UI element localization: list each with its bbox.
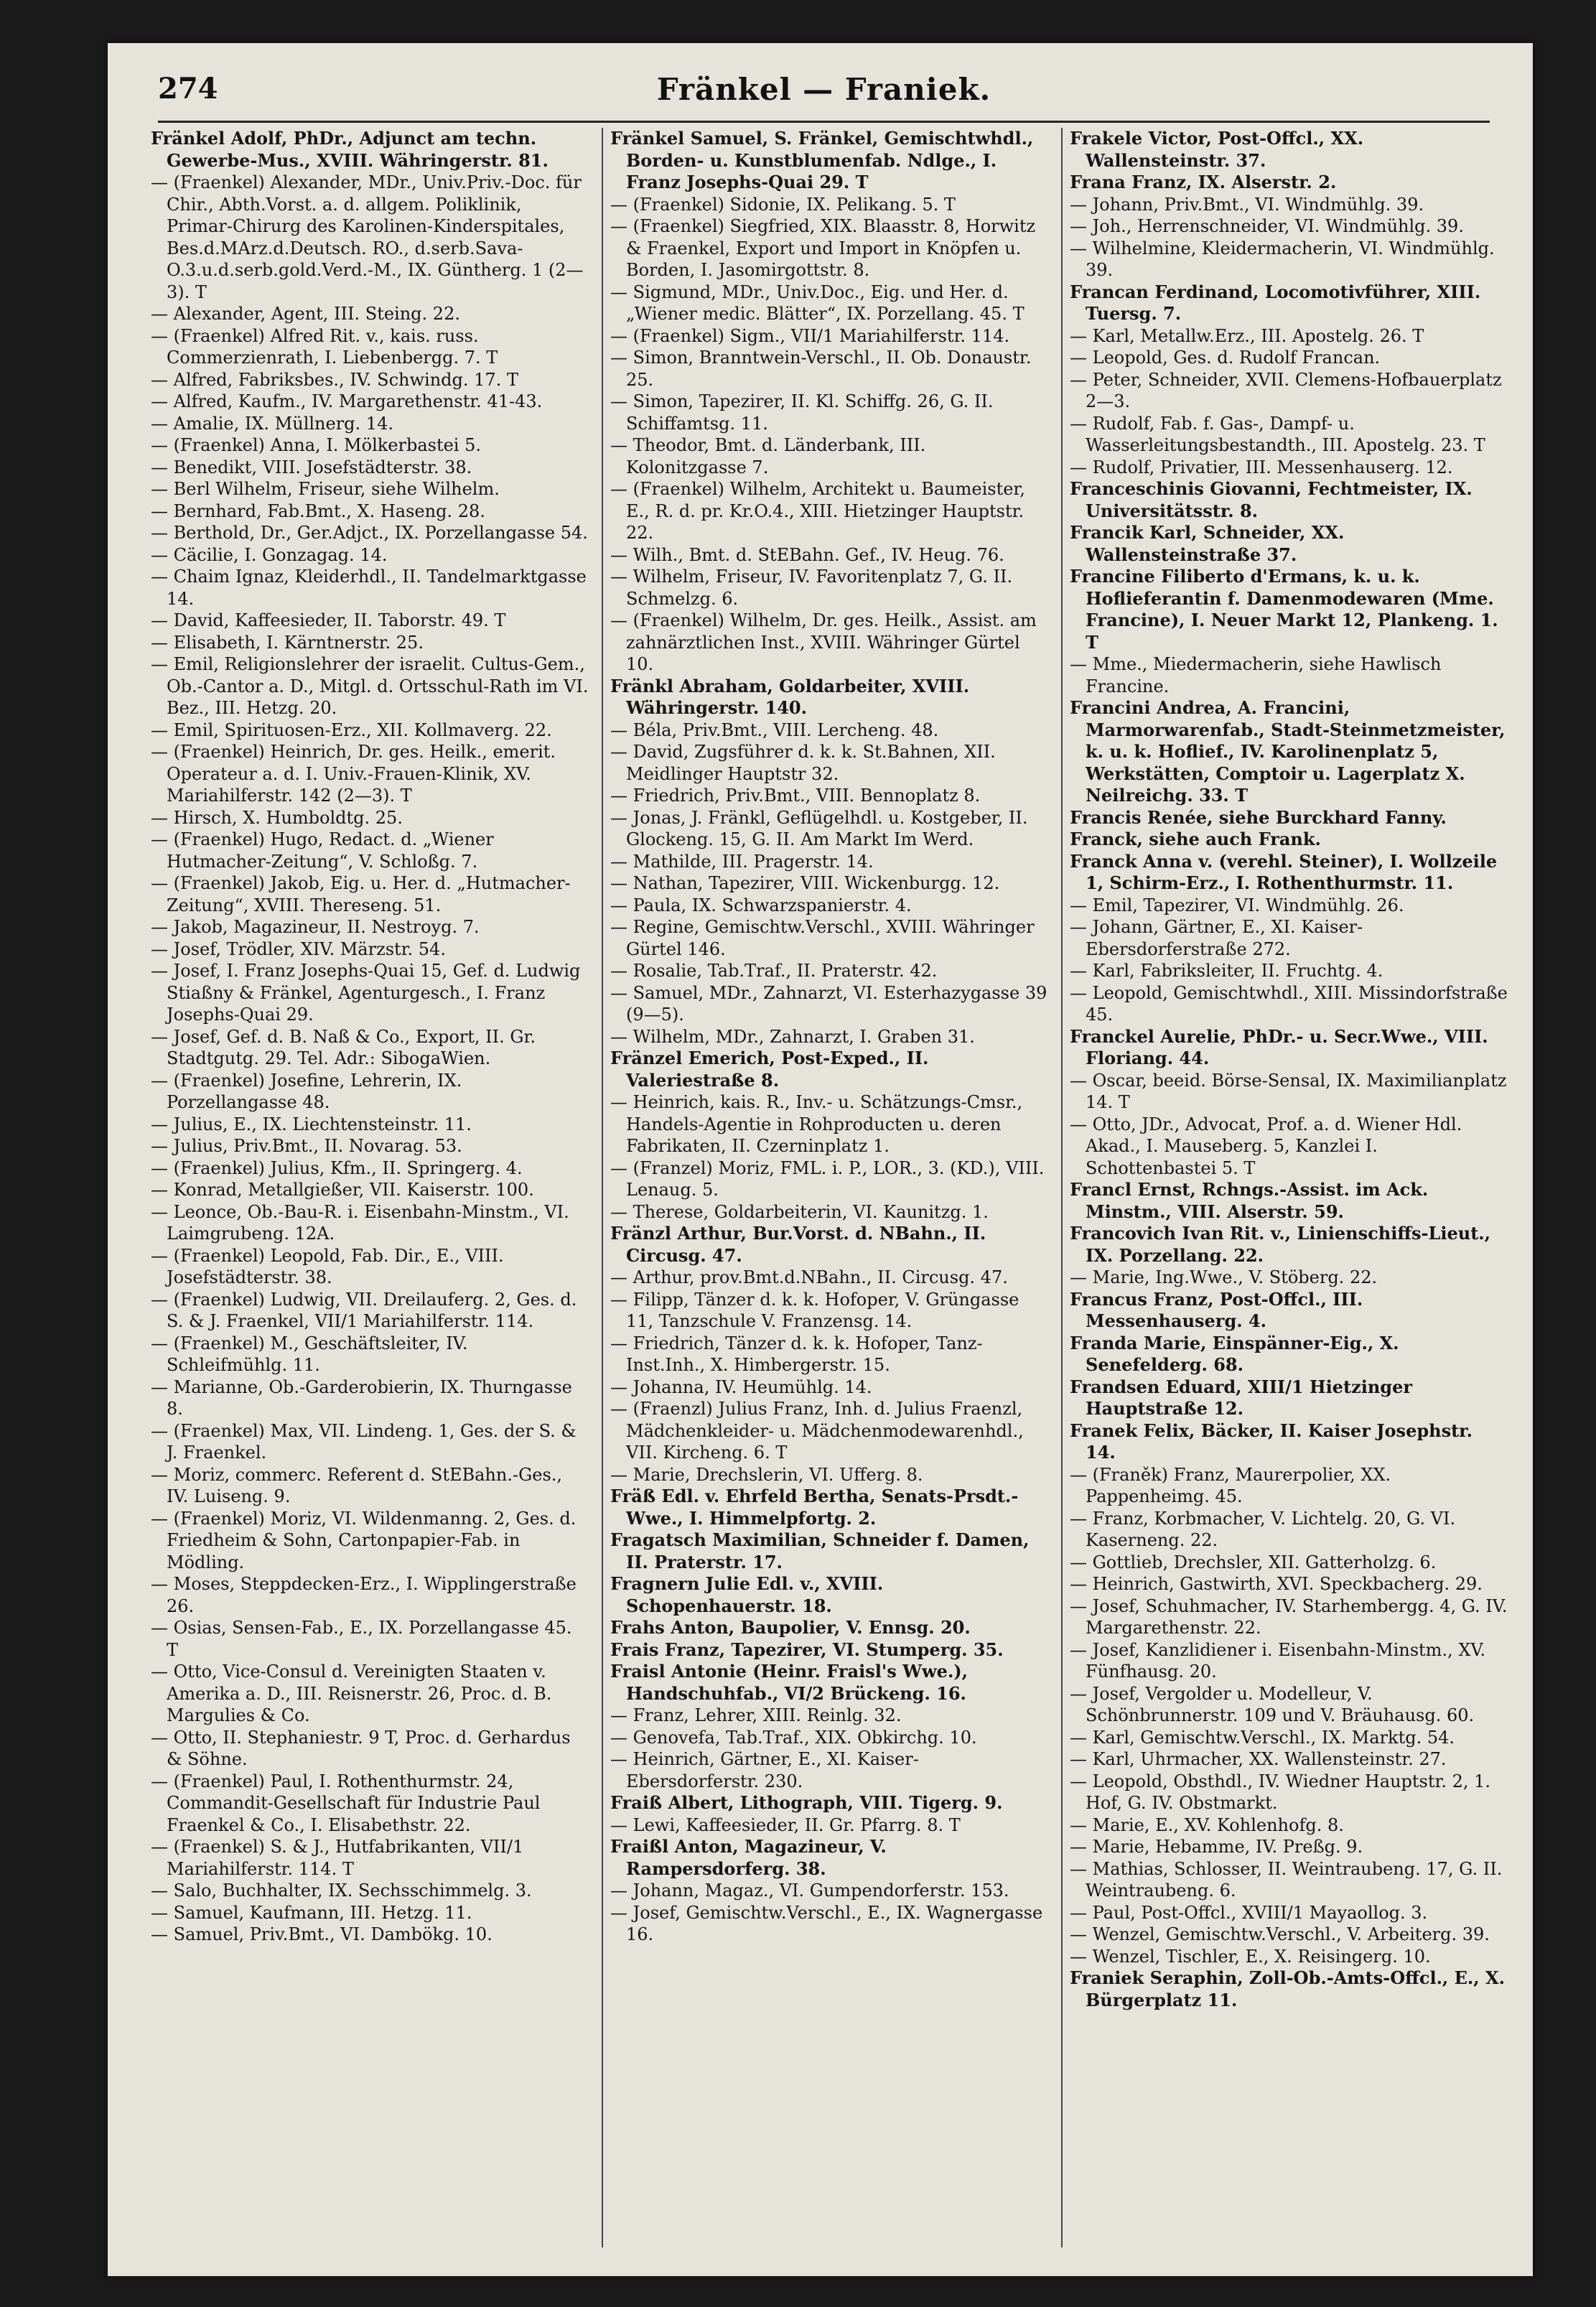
directory-page [108, 43, 1533, 2276]
directory-entry: — Karl, Metallw.Erz., III. Apostelg. 26. T [1070, 325, 1424, 346]
directory-entry: — Arthur, prov.Bmt.d.NBahn., II. Circusg. 47. [610, 1267, 1008, 1287]
directory-entry: Francovich Ivan Rit. v., Linienschiffs-Lieut., IX. Porzellang. 22. [1070, 1223, 1490, 1266]
directory-entry: — Johann, Magaz., VI. Gumpendorferstr. 153. [610, 1880, 1009, 1901]
directory-entry: Fränkel Adolf, PhDr., Adjunct am techn. Gewerbe-Mus., XVIII. Währingerstr. 81. [151, 128, 549, 171]
column-3 [1070, 128, 1508, 2247]
directory-entry: — Simon, Tapezirer, II. Kl. Schiffg. 26, G. II. Schiffamtsg. 11. [610, 391, 994, 434]
directory-entry: — Emil, Tapezirer, VI. Windmühlg. 26. [1070, 895, 1404, 915]
directory-entry: — Wenzel, Gemischtw.Verschl., V. Arbeiterg. 39. [1070, 1924, 1490, 1944]
directory-entry: — Elisabeth, I. Kärntnerstr. 25. [151, 632, 424, 653]
directory-entry: — David, Zugsführer d. k. k. St.Bahnen, XII. Meidlinger Hauptstr 32. [610, 742, 996, 784]
directory-entry: — Wilh., Bmt. d. StEBahn. Gef., IV. Heug. 76. [610, 544, 1004, 565]
directory-entry: — Leopold, Obsthdl., IV. Wiedner Hauptstr. 2, 1. Hof, G. IV. Obstmarkt. [1070, 1771, 1491, 1813]
directory-entry: — Moses, Steppdecken-Erz., I. Wipplingerstraße 26. [151, 1574, 577, 1616]
directory-entry: — Theodor, Bmt. d. Länderbank, III. Kolonitzgasse 7. [610, 435, 926, 477]
directory-entry: — (Fraenkel) Alfred Rit. v., kais. russ. Commerzienrath, I. Liebenbergg. 7. T [151, 325, 498, 368]
directory-entry: — Josef, Vergolder u. Modelleur, V. Schönbrunnerstr. 109 und V. Bräuhausg. 60. [1070, 1683, 1475, 1725]
directory-entry: Fragatsch Maximilian, Schneider f. Damen, II. Praterstr. 17. [610, 1529, 1030, 1572]
directory-entry: Franek Felix, Bäcker, II. Kaiser Josephstr. 14. [1070, 1420, 1473, 1463]
directory-entry: Frakele Victor, Post-Offcl., XX. Wallensteinstr. 37. [1070, 128, 1364, 171]
directory-entry: Francis Renée, siehe Burckhard Fanny. [1070, 806, 1447, 828]
directory-entry: — Karl, Uhrmacher, XX. Wallensteinstr. 27. [1070, 1749, 1447, 1769]
directory-entry: — (Fraenkel) Sidonie, IX. Pelikang. 5. T [610, 194, 956, 215]
column-1 [151, 128, 589, 2247]
directory-entry: — Gottlieb, Drechsler, XII. Gatterholzg. 6. [1070, 1552, 1437, 1572]
directory-entry: — Chaim Ignaz, Kleiderhdl., II. Tandelmarktgasse 14. [151, 567, 587, 609]
column-divider [1061, 128, 1063, 2247]
directory-entry: — Hirsch, X. Humboldtg. 25. [151, 807, 403, 828]
directory-entry: — Heinrich, Gastwirth, XVI. Speckbacherg. 29. [1070, 1574, 1483, 1594]
directory-entry: — Paula, IX. Schwarzspanierstr. 4. [610, 895, 912, 915]
directory-entry: Franck Anna v. (verehl. Steiner), I. Wollzeile 1, Schirm-Erz., I. Rothenthurmstr. 11. [1070, 850, 1498, 893]
directory-entry: — Berthold, Dr., Ger.Adjct., IX. Porzellangasse 54. [151, 523, 588, 543]
directory-entry: — Wilhelmine, Kleidermacherin, VI. Windmühlg. 39. [1070, 238, 1495, 280]
page-header [158, 72, 1490, 115]
directory-entry: — (Fraenkel) Sigm., VII/1 Mariahilferstr. 114. [610, 325, 1010, 346]
directory-entry: — Josef, Gef. d. B. Naß & Co., Export, II. Gr. Stadtgutg. 29. Tel. Adr.: SibogaWien. [151, 1026, 536, 1068]
directory-entry: — (Fraenkel) S. & J., Hutfabrikanten, VII/1 Mariahilferstr. 114. T [151, 1837, 524, 1879]
directory-entry: — Alfred, Kaufm., IV. Margarethenstr. 41-43. [151, 391, 543, 411]
directory-entry: — Josef, I. Franz Josephs-Quai 15, Gef. d. Ludwig Stiaßny & Fränkel, Agenturgesch., I. Franz Josephs-Quai 29. [151, 961, 581, 1025]
directory-entry: Franck, siehe auch Frank. [1070, 829, 1321, 849]
directory-entry: — (Fraenkel) Anna, I. Mölkerbastei 5. [151, 435, 482, 455]
directory-entry: — Nathan, Tapezirer, VIII. Wickenburgg. 12. [610, 873, 1000, 893]
directory-entry: — Samuel, Priv.Bmt., VI. Dambökg. 10. [151, 1924, 493, 1944]
directory-entry: — Genovefa, Tab.Traf., XIX. Obkirchg. 10. [610, 1727, 977, 1748]
directory-entry: — Friedrich, Tänzer d. k. k. Hofoper, Tanz-Inst.Inh., X. Himbergerstr. 15. [610, 1333, 983, 1375]
directory-entry: — Heinrich, Gärtner, E., XI. Kaiser-Ebersdorferstr. 230. [610, 1749, 919, 1791]
directory-entry: Fränkl Abraham, Goldarbeiter, XVIII. Währingerstr. 140. [610, 675, 970, 718]
directory-entry: — (Fraenkel) Josefine, Lehrerin, IX. Porzellangasse 48. [151, 1070, 462, 1112]
directory-entry: Fragnern Julie Edl. v., XVIII. Schopenhauerstr. 18. [610, 1573, 884, 1616]
directory-entry: — Regine, Gemischtw.Verschl., XVIII. Währinger Gürtel 146. [610, 917, 1035, 959]
directory-entry: — Rosalie, Tab.Traf., II. Praterstr. 42. [610, 961, 938, 981]
directory-entry: Francl Ernst, Rchngs.-Assist. im Ack. Minstm., VIII. Alserstr. 59. [1070, 1179, 1429, 1222]
directory-entry: — Wenzel, Tischler, E., X. Reisingerg. 10. [1070, 1946, 1431, 1967]
directory-entry: — (Fraenkel) Wilhelm, Dr. ges. Heilk., Assist. am zahnärztlichen Inst., XVIII. Währinger Gürtel 10. [610, 610, 1037, 674]
directory-entry: Francine Filiberto d'Ermans, k. u. k. Hoflieferantin f. Damenmodewaren (Mme. Francine), I. Neuer Markt 12, Plankeng. 1. T [1070, 566, 1498, 653]
directory-entry: Franckel Aurelie, PhDr.- u. Secr.Wwe., VIII. Floriang. 44. [1070, 1025, 1488, 1068]
directory-entry: — Otto, II. Stephaniestr. 9 T, Proc. d. Gerhardus & Söhne. [151, 1727, 571, 1769]
directory-entry: — Jonas, J. Fränkl, Geflügelhdl. u. Kostgeber, II. Glockeng. 15, G. II. Am Markt Im Werd. [610, 807, 1028, 849]
directory-entry: — Marianne, Ob.-Garderobierin, IX. Thurngasse 8. [151, 1376, 572, 1419]
directory-entry: Francan Ferdinand, Locomotivführer, XIII. Tuersg. 7. [1070, 281, 1481, 324]
directory-entry: — Karl, Gemischtw.Verschl., IX. Marktg. 54. [1070, 1727, 1455, 1748]
directory-entry: — Rudolf, Fab. f. Gas-, Dampf- u. Wasserleitungsbestandth., III. Apostelg. 23. T [1070, 413, 1485, 455]
directory-entry: — (Fraenkel) Max, VII. Lindeng. 1, Ges. der S. & J. Fraenkel. [151, 1420, 577, 1463]
directory-entry: — (Fraenkel) Moriz, VI. Wildenmanng. 2, Ges. d. Friedheim & Sohn, Cartonpapier-Fab. in Mödling. [151, 1508, 577, 1572]
directory-entry: — Marie, E., XV. Kohlenhofg. 8. [1070, 1814, 1344, 1835]
directory-entry: — Cäcilie, I. Gonzagag. 14. [151, 544, 388, 565]
directory-entry: — Lewi, Kaffeesieder, II. Gr. Pfarrg. 8. T [610, 1814, 961, 1835]
directory-entry: — (Fraenkel) Leopold, Fab. Dir., E., VIII. Josefstädterstr. 38. [151, 1245, 504, 1287]
directory-entry: — Karl, Fabriksleiter, II. Fruchtg. 4. [1070, 961, 1383, 981]
directory-entry: — (Franzel) Moriz, FML. i. P., LOR., 3. (KD.), VIII. Lenaug. 5. [610, 1157, 1045, 1200]
directory-entry: — Konrad, Metallgießer, VII. Kaiserstr. 100. [151, 1180, 534, 1200]
directory-entry: — Joh., Herrenschneider, VI. Windmühlg. 39. [1070, 216, 1464, 236]
directory-entry: — (Fraenkel) Ludwig, VII. Dreilauferg. 2, Ges. d. S. & J. Fraenkel, VII/1 Mariahilferstr. 114. [151, 1289, 577, 1331]
header-rule [158, 121, 1490, 123]
directory-entry: Fränzel Emerich, Post-Exped., II. Valeriestraße 8. [610, 1048, 929, 1091]
directory-entry: — (Fraenkel) Siegfried, XIX. Blaasstr. 8, Horwitz & Fraenkel, Export und Import in Knöpfen u. Borden, I. Jasomirgottstr. 8. [610, 216, 1036, 280]
directory-entry: — (Franěk) Franz, Maurerpolier, XX. Pappenheimg. 45. [1070, 1464, 1391, 1506]
column-divider [602, 128, 603, 2247]
directory-entry: — Wilhelm, Friseur, IV. Favoritenplatz 7, G. II. Schmelzg. 6. [610, 567, 1013, 609]
directory-entry: Fränzl Arthur, Bur.Vorst. d. NBahn., II. Circusg. 47. [610, 1223, 986, 1266]
directory-entry: — Marie, Ing.Wwe., V. Stöberg. 22. [1070, 1267, 1378, 1287]
directory-entry: Frahs Anton, Baupolier, V. Ennsg. 20. [610, 1617, 971, 1638]
directory-entry: Francini Andrea, A. Francini, Marmorwarenfab., Stadt-Steinmetzmeister, k. u. k. Hoflief., IV. Karolinenplatz 5, Werkstätten, Comptoir u. Lagerplatz X. Neilreichg. 33. T [1070, 697, 1506, 806]
directory-entry: — Otto, JDr., Advocat, Prof. a. d. Wiener Hdl. Akad., I. Mauseberg. 5, Kanzlei I. Schottenbastei 5. T [1070, 1114, 1462, 1178]
running-head: Fränkel — Franiek. [656, 72, 991, 107]
directory-entry: — Alfred, Fabriksbes., IV. Schwindg. 17. T [151, 369, 518, 390]
directory-entry: — Therese, Goldarbeiterin, VI. Kaunitzg. 1. [610, 1201, 989, 1222]
directory-entry: — Mathias, Schlosser, II. Weintraubeng. 17, G. II. Weintraubeng. 6. [1070, 1858, 1503, 1901]
directory-entry: — Peter, Schneider, XVII. Clemens-Hofbauerplatz 2—3. [1070, 369, 1502, 411]
directory-entry: — Johanna, IV. Heumühlg. 14. [610, 1376, 872, 1397]
directory-entry: — Leonce, Ob.-Bau-R. i. Eisenbahn-Minstm., VI. Laimgrubeng. 12A. [151, 1201, 569, 1244]
directory-entry: Frandsen Eduard, XIII/1 Hietzinger Hauptstraße 12. [1070, 1376, 1412, 1419]
directory-entry: — Samuel, MDr., Zahnarzt, VI. Esterhazygasse 39 (9—5). [610, 982, 1047, 1025]
directory-entry: — Sigmund, MDr., Univ.Doc., Eig. und Her. d. „Wiener medic. Blätter“, IX. Porzellang. 45. T [610, 281, 1025, 324]
directory-entry: Franiek Seraphin, Zoll-Ob.-Amts-Offcl., E., X. Bürgerplatz 11. [1070, 1967, 1505, 2010]
directory-entry: — Oscar, beeid. Börse-Sensal, IX. Maximilianplatz 14. T [1070, 1070, 1507, 1112]
directory-entry: — Otto, Vice-Consul d. Vereinigten Staaten v. Amerika a. D., III. Reisnerstr. 26, Proc. d. B. Margulies & Co. [151, 1661, 552, 1725]
directory-entry: — Marie, Hebamme, IV. Preßg. 9. [1070, 1837, 1363, 1857]
directory-entry: — Josef, Schuhmacher, IV. Starhembergg. 4, G. IV. Margarethenstr. 22. [1070, 1595, 1508, 1638]
directory-entry: — Franz, Lehrer, XIII. Reinlg. 32. [610, 1705, 902, 1725]
directory-entry: — Simon, Branntwein-Verschl., II. Ob. Donaustr. 25. [610, 348, 1032, 390]
directory-entry: Francik Karl, Schneider, XX. Wallensteinstraße 37. [1070, 522, 1345, 565]
directory-entry: — Emil, Spirituosen-Erz., XII. Kollmaverg. 22. [151, 719, 552, 740]
directory-entry: — Josef, Trödler, XIV. Märzstr. 54. [151, 938, 446, 959]
directory-entry: — Mathilde, III. Pragerstr. 14. [610, 851, 874, 872]
directory-entry: — Bernhard, Fab.Bmt., X. Haseng. 28. [151, 500, 485, 521]
directory-entry: — (Fraenkel) Heinrich, Dr. ges. Heilk., emerit. Operateur a. d. I. Univ.-Frauen-Klinik, XV. Mariahilferstr. 142 (2—3). T [151, 742, 556, 806]
directory-entry: Frais Franz, Tapezirer, VI. Stumperg. 35. [610, 1639, 1004, 1660]
directory-entry: Fränkel Samuel, S. Fränkel, Gemischtwhdl., Borden- u. Kunstblumenfab. Ndlge., I. Franz Josephs-Quai 29. T [610, 128, 1034, 192]
directory-entry: — Jakob, Magazineur, II. Nestroyg. 7. [151, 917, 480, 937]
directory-entry: — Moriz, commerc. Referent d. StEBahn.-Ges., IV. Luiseng. 9. [151, 1464, 563, 1506]
directory-entry: — (Fraenzl) Julius Franz, Inh. d. Julius Fraenzl, Mädchenkleider- u. Mädchenmodewarenhdl., VII. Kircheng. 6. T [610, 1399, 1024, 1463]
directory-entry: — Mme., Miedermacherin, siehe Hawlisch Francine. [1070, 654, 1442, 696]
directory-entry: — Josef, Gemischtw.Verschl., E., IX. Wagnergasse 16. [610, 1902, 1043, 1944]
directory-entry: — (Fraenkel) M., Geschäftsleiter, IV. Schleifmühlg. 11. [151, 1333, 468, 1375]
directory-entry: Fräß Edl. v. Ehrfeld Bertha, Senats-Prsdt.-Wwe., I. Himmelpfortg. 2. [610, 1486, 1019, 1529]
directory-entry: — Filipp, Tänzer d. k. k. Hofoper, V. Grüngasse 11, Tanzschule V. Franzensg. 14. [610, 1289, 1019, 1331]
directory-entry: — David, Kaffeesieder, II. Taborstr. 49. T [151, 610, 506, 630]
directory-entry: — Julius, Priv.Bmt., II. Novarag. 53. [151, 1136, 462, 1156]
directory-entry: — Benedikt, VIII. Josefstädterstr. 38. [151, 457, 472, 477]
directory-entry: — Johann, Priv.Bmt., VI. Windmühlg. 39. [1070, 194, 1424, 215]
directory-entry: — (Fraenkel) Hugo, Redact. d. „Wiener Hutmacher-Zeitung“, V. Schloßg. 7. [151, 829, 494, 872]
directory-entry: Frana Franz, IX. Alserstr. 2. [1070, 172, 1337, 192]
directory-entry: — Wilhelm, MDr., Zahnarzt, I. Graben 31. [610, 1026, 975, 1047]
directory-entry: Fraisl Antonie (Heinr. Fraisl's Wwe.), Handschuhfab., VI/2 Brückeng. 16. [610, 1661, 969, 1704]
directory-entry: — Emil, Religionslehrer der israelit. Cultus-Gem., Ob.-Cantor a. D., Mitgl. d. Ortsschul-Rath im VI. Bez., III. Hetzg. 20. [151, 654, 589, 718]
directory-entry: — Samuel, Kaufmann, III. Hetzg. 11. [151, 1902, 472, 1923]
directory-entry: — Franz, Korbmacher, V. Lichtelg. 20, G. VI. Kaserneng. 22. [1070, 1508, 1456, 1550]
column-2 [610, 128, 1048, 2247]
directory-entry: — (Fraenkel) Jakob, Eig. u. Her. d. „Hutmacher-Zeitung“, XVIII. Thereseng. 51. [151, 873, 571, 915]
directory-entry: — Osias, Sensen-Fab., E., IX. Porzellangasse 45. T [151, 1618, 572, 1660]
directory-entry: — (Fraenkel) Julius, Kfm., II. Springerg. 4. [151, 1157, 523, 1178]
directory-entry: — (Fraenkel) Wilhelm, Architekt u. Baumeister, E., R. d. pr. Kr.O.4., XIII. Hietzinger Hauptstr. 22. [610, 479, 1025, 543]
directory-entry: — Friedrich, Priv.Bmt., VIII. Bennoplatz 8. [610, 786, 981, 806]
directory-entry: Fraiß Albert, Lithograph, VIII. Tigerg. 9. [610, 1792, 1003, 1813]
directory-entry: — Alexander, Agent, III. Steing. 22. [151, 304, 460, 324]
directory-entry: — Julius, E., IX. Liechtensteinstr. 11. [151, 1114, 472, 1134]
directory-entry: Francus Franz, Post-Offcl., III. Messenhauserg. 4. [1070, 1288, 1363, 1331]
directory-entry: — Béla, Priv.Bmt., VIII. Lercheng. 48. [610, 719, 939, 740]
directory-entry: — Amalie, IX. Müllnerg. 14. [151, 413, 393, 434]
directory-entry: — Leopold, Gemischtwhdl., XIII. Missindorfstraße 45. [1070, 982, 1508, 1025]
directory-columns [151, 128, 1508, 2247]
directory-entry: Franceschinis Giovanni, Fechtmeister, IX. Universitätsstr. 8. [1070, 478, 1473, 521]
directory-entry: Franda Marie, Einspänner-Eig., X. Senefelderg. 68. [1070, 1332, 1399, 1375]
directory-entry: — Marie, Drechslerin, VI. Ufferg. 8. [610, 1464, 923, 1485]
directory-entry: — Heinrich, kais. R., Inv.- u. Schätzungs-Cmsr., Handels-Agentie in Rohproducten u. deren Fabrikaten, II. Czerninplatz 1. [610, 1092, 1023, 1156]
directory-entry: — (Fraenkel) Alexander, MDr., Univ.Priv.-Doc. für Chir., Abth.Vorst. a. d. allgem. Poliklinik, Primar-Chirurg des Karolinen-Kinderspitales, Bes.d.MArz.d.Deutsch. RO., d.serb.Sava-O.3.u.d.serb.gold.Verd.-M., IX. Güntherg. 1 (2—3). T [151, 172, 584, 302]
directory-entry: Fraißl Anton, Magazineur, V. Rampersdorferg. 38. [610, 1836, 887, 1879]
directory-entry: — Rudolf, Privatier, III. Messenhauserg. 12. [1070, 457, 1453, 477]
directory-entry: — Johann, Gärtner, E., XI. Kaiser-Ebersdorferstraße 272. [1070, 917, 1363, 959]
directory-entry: — Paul, Post-Offcl., XVIII/1 Mayaollog. 3. [1070, 1902, 1428, 1923]
page-number: 274 [158, 72, 218, 106]
directory-entry: — (Fraenkel) Paul, I. Rothenthurmstr. 24, Commandit-Gesellschaft für Industrie Paul Fraenkel & Co., I. Elisabethstr. 22. [151, 1771, 541, 1835]
directory-entry: — Berl Wilhelm, Friseur, siehe Wilhelm. [151, 479, 500, 499]
directory-entry: — Leopold, Ges. d. Rudolf Francan. [1070, 348, 1381, 368]
directory-entry: — Josef, Kanzlidiener i. Eisenbahn-Minstm., XV. Fünfhausg. 20. [1070, 1639, 1486, 1682]
directory-entry: — Salo, Buchhalter, IX. Sechsschimmelg. 3. [151, 1880, 532, 1901]
